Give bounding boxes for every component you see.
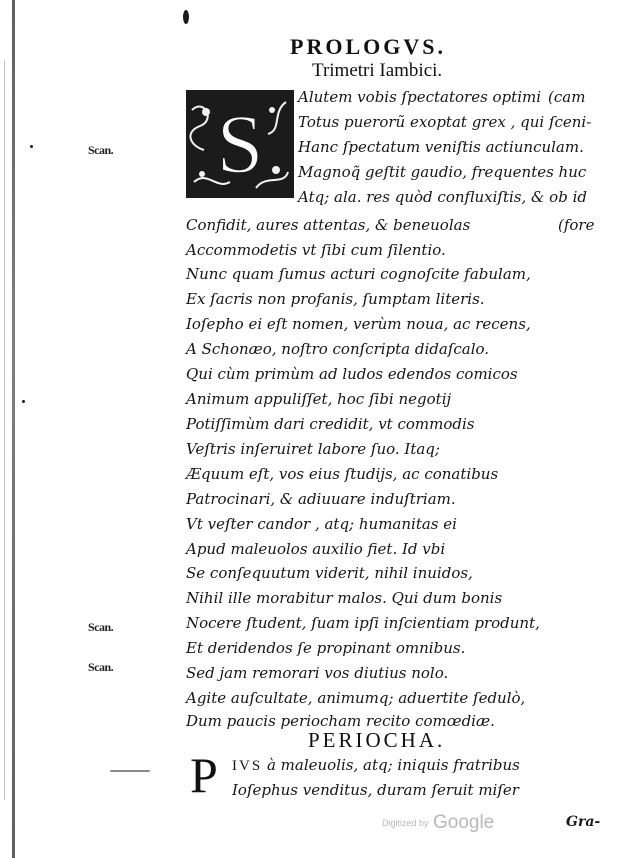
- verse-line: Potiſſimùm dari credidit, vt commodis: [186, 415, 475, 433]
- verse-line: A Schonæo, noſtro conſcripta didaſcalo.: [186, 340, 490, 358]
- page-edge-line: [4, 60, 5, 800]
- verse-line: Sed jam remorari vos diutius nolo.: [186, 664, 449, 682]
- verse-line: Qui cùm primùm ad ludos edendos comicos: [186, 365, 518, 383]
- verse-line: Hanc ſpectatum veniſtis actiunculam.: [298, 138, 584, 156]
- periocha-line-2: Ioſephus venditus, duram ſeruit miſer: [232, 781, 519, 799]
- margin-note-scan: Scan.: [88, 143, 114, 157]
- turnover-text: (cam: [548, 88, 586, 106]
- verse-line: Ioſepho ei eſt nomen, verùm noua, ac recens,: [186, 315, 531, 333]
- binding-gutter: [12, 0, 15, 858]
- initial-letter: S: [216, 98, 264, 191]
- verse-line: Patrocinari, & adiuuare induſtriam.: [186, 490, 456, 508]
- verse-line: Magnoq̃ geſtit gaudio, frequentes huc: [298, 163, 587, 181]
- page-subtitle: Trimetri Iambici.: [312, 60, 443, 81]
- drop-cap-p: P: [190, 747, 218, 803]
- ornament-foliage-icon: [186, 90, 294, 198]
- ink-speck: [30, 145, 33, 148]
- verse-line: Confidit, aures attentas, & beneuolas: [186, 216, 471, 234]
- periocha-line-1: [232, 756, 520, 775]
- verse-line: Nihil ille morabitur malos. Qui dum bonis: [186, 589, 503, 607]
- ink-smudge: [110, 770, 150, 772]
- page-title: PROLOGVS.: [290, 34, 446, 59]
- watermark-brand: Google: [432, 812, 495, 833]
- verse-line: Et deridendos ſe propinant omnibus.: [186, 639, 466, 657]
- margin-note-scan: Scan.: [88, 620, 114, 634]
- verse-line: Animum appuliſſet, hoc ſibi negotij: [186, 390, 452, 408]
- verse-line: Alutem vobis ſpectatores optimi: [298, 88, 542, 106]
- ink-speck: [22, 400, 25, 403]
- verse-line: Se conſequutum viderit, nihil inuidos,: [186, 564, 473, 582]
- verse-line: Totus puerorũ exoptat grex , qui ſceni-: [298, 113, 592, 131]
- verse-line: Apud maleuolos auxilio fiet. Id vbi: [186, 540, 446, 558]
- verse-line: Accommodetis vt ſibi cum ſilentio.: [186, 241, 446, 259]
- verse-line: Vt veſter candor , atq; humanitas ei: [186, 515, 457, 533]
- verse-line: Æquum eſt, vos eius ſtudijs, ac conatibus: [186, 465, 499, 483]
- periocha-caps: IVS: [232, 758, 263, 774]
- digitized-watermark: [382, 812, 494, 834]
- verse-line: Ex ſacris non profanis, ſumptam literis.: [186, 290, 485, 308]
- verse-line: Veſtris inſeruiret labore ſuo. Itaq;: [186, 440, 440, 458]
- turnover-text: (fore: [558, 216, 595, 234]
- verse-line: Nocere ſtudent, ſuam ipſi inſcientiam produnt,: [186, 614, 540, 632]
- verse-line: Agite auſcultate, animumq; aduertite ſedulò,: [186, 689, 526, 707]
- verse-line: Dum paucis periocham recito comœdiæ.: [186, 712, 495, 730]
- periocha-heading: PERIOCHA.: [308, 728, 446, 752]
- watermark-prefix: Digitized by: [382, 818, 429, 828]
- verse-line: Atq; ala. res quòd confluxiſtis, & ob id: [298, 188, 587, 206]
- ink-blot: [183, 10, 189, 24]
- catchword: Gra-: [566, 814, 601, 830]
- decorated-initial-s: [186, 90, 294, 198]
- periocha-line-1-text: à maleuolis, atq; iniquis fratribus: [266, 756, 520, 774]
- margin-note-scan: Scan.: [88, 660, 114, 674]
- verse-line: Nunc quam ſumus acturi cognoſcite fabulam,: [186, 265, 531, 283]
